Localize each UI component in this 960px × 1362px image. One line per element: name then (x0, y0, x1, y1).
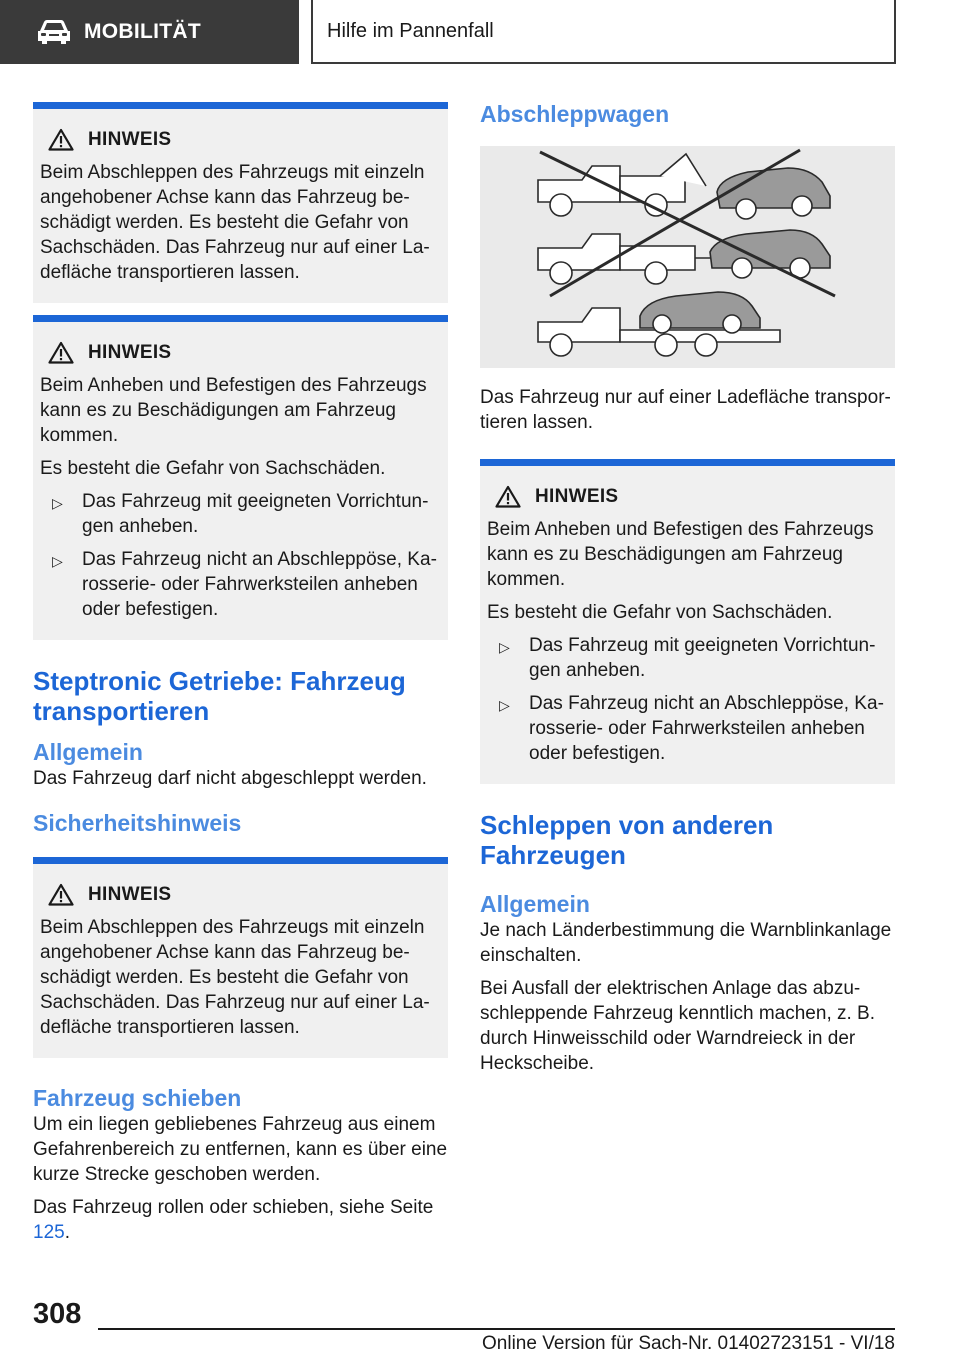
online-version-text: Online Version für Sach-Nr. 01402723151 - VI/18 (482, 1333, 895, 1354)
subsection-heading: Fahrzeug schieben (33, 1085, 242, 1111)
footer-divider (98, 1328, 895, 1330)
bullet-list (487, 633, 887, 766)
left-column (33, 102, 448, 1253)
notice-text: Beim Abschleppen des Fahrzeugs mit einzeln angehobener Achse kann das Fahrzeug beschädigt werden. Es besteht die Gefahr von Sachschäden. Das Fahrzeug nur auf einer Ladefläche transportieren lassen. (40, 917, 430, 1038)
tow-truck-illustration (480, 146, 895, 368)
subsection-heading: Sicherheitshinweis (33, 810, 242, 836)
notice-text: Es besteht die Gefahr von Sachschäden. (487, 602, 833, 623)
bullet-list (40, 489, 440, 622)
warning-triangle-icon (495, 485, 521, 508)
subsection-heading: Abschleppwagen (480, 101, 670, 127)
section-label: MOBILITÄT (84, 20, 202, 43)
body-text (33, 1112, 448, 1245)
notice-text: Beim Anheben und Befestigen des Fahrzeugs kann es zu Beschädigungen am Fahrzeug kommen. (40, 375, 427, 446)
paragraph: Je nach Länderbestimmung die Warnblinkanlage einschalten. (480, 920, 892, 966)
bullet-text: Das Fahrzeug nicht an Abschleppöse, Karosserie- oder Fahrwerksteilen anheben oder befestigen. (82, 549, 437, 620)
list-item (52, 547, 440, 622)
body-text: Das Fahrzeug darf nicht abgeschleppt werden. (33, 768, 427, 789)
body-text (480, 918, 895, 1076)
section-heading: Schleppen von anderen Fahrzeugen (480, 810, 774, 870)
page-number: 308 (33, 1298, 82, 1330)
list-item (52, 489, 440, 539)
notice-header (495, 484, 887, 509)
paragraph (33, 1195, 448, 1245)
right-column (480, 100, 895, 1084)
bullet-triangle-icon: ▷ (52, 495, 63, 511)
notice-box (33, 857, 448, 1058)
header-section-tab (0, 0, 299, 64)
notice-box (33, 315, 448, 640)
bullet-triangle-icon: ▷ (499, 697, 510, 713)
notice-title: HINWEIS (88, 342, 172, 363)
notice-box (480, 459, 895, 784)
list-item (499, 633, 887, 683)
notice-text: Beim Anheben und Befestigen des Fahrzeugs kann es zu Beschädigungen am Fahrzeug kommen. (487, 519, 874, 590)
bullet-text: Das Fahrzeug mit geeigneten Vorrichtungen anheben. (82, 491, 429, 537)
notice-title: HINWEIS (88, 129, 172, 150)
notice-title: HINWEIS (88, 884, 172, 905)
chapter-title: Hilfe im Pannenfall (327, 19, 494, 42)
subsection-heading: Allgemein (33, 739, 143, 765)
subsection-heading: Allgemein (480, 891, 590, 917)
notice-header (48, 882, 440, 907)
car-icon (36, 19, 72, 45)
bullet-text: Das Fahrzeug mit geeigneten Vorrichtungen anheben. (529, 635, 876, 681)
paragraph: Um ein liegen gebliebenes Fahrzeug aus einem Gefahrenbereich zu entfernen, kann es über eine kurze Strecke geschoben werden. (33, 1114, 448, 1185)
paragraph: Bei Ausfall der elektrischen Anlage das abzuschleppende Fahrzeug kenntlich machen, z. B. durch Hinweisschild oder Warndreieck in der Heckscheibe. (480, 978, 876, 1074)
notice-title: HINWEIS (535, 486, 619, 507)
page-link[interactable]: 125 (33, 1222, 65, 1243)
bullet-triangle-icon: ▷ (499, 639, 510, 655)
paragraph-text: Das Fahrzeug rollen oder schieben, siehe Seite (33, 1197, 434, 1218)
notice-text: Es besteht die Gefahr von Sachschäden. (40, 458, 386, 479)
chapter-title-box (311, 0, 896, 64)
list-item (499, 691, 887, 766)
bullet-triangle-icon: ▷ (52, 553, 63, 569)
warning-triangle-icon (48, 128, 74, 151)
figure-caption: Das Fahrzeug nur auf einer Ladefläche transportieren lassen. (480, 387, 891, 433)
warning-triangle-icon (48, 341, 74, 364)
warning-triangle-icon (48, 883, 74, 906)
notice-box (33, 102, 448, 303)
paragraph-text: . (64, 1222, 70, 1243)
notice-text: Beim Abschleppen des Fahrzeugs mit einzeln angehobener Achse kann das Fahrzeug beschädigt werden. Es besteht die Gefahr von Sachschäden. Das Fahrzeug nur auf einer Ladefläche transportieren lassen. (40, 162, 430, 283)
section-heading: Steptronic Getriebe: Fahrzeug transportieren (33, 666, 406, 726)
notice-header (48, 340, 440, 365)
bullet-text: Das Fahrzeug nicht an Abschleppöse, Karosserie- oder Fahrwerksteilen anheben oder befestigen. (529, 693, 884, 764)
notice-header (48, 127, 440, 152)
